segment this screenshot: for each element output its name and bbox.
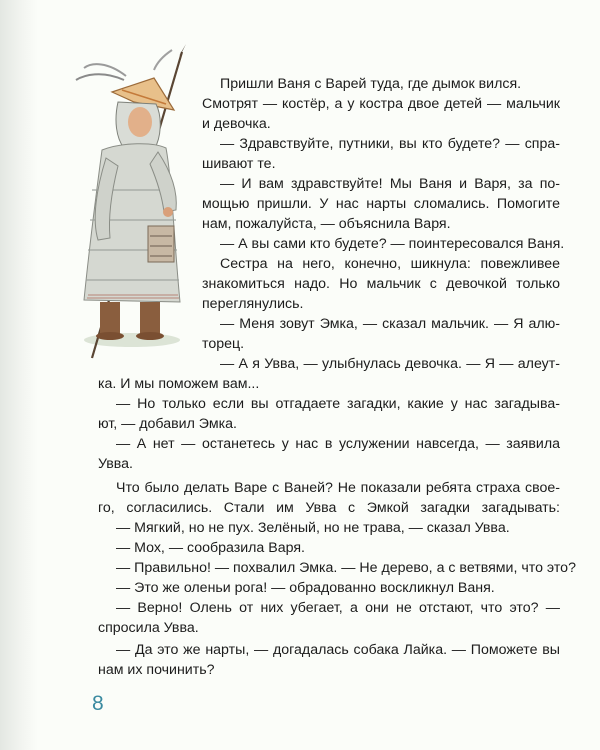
text-line: Сестра на него, конечно, шикнула: повежливее	[220, 256, 560, 272]
text-line: — Но только если вы отгадаете загадки, какие у нас загадыва-	[116, 396, 560, 412]
text-line: знакомиться надо. Но мальчик с девочкой только	[202, 276, 560, 292]
text-line: и девочка.	[202, 116, 271, 132]
text-line: — А я Увва, — улыбнулась девочка. — Я — алеут-	[220, 356, 560, 372]
text-line: — Да это же нарты, — догадалась собака Лайка. — Поможете вы	[116, 642, 560, 658]
text-line: торец.	[202, 336, 245, 352]
text-line: — Меня зовут Эмка, — сказал мальчик. — Я алю-	[220, 316, 560, 332]
text-line: — Верно! Олень от них убегает, а они не отстают, что это? —	[116, 600, 560, 616]
text-line: ют, — добавил Эмка.	[98, 416, 237, 432]
text-line: — Правильно! — похвалил Эмка. — Не дерево, а с ветвями, что это?	[116, 560, 576, 576]
text-line: спросила Увва.	[98, 620, 199, 636]
text-line: Что было делать Варе с Ваней? Не показали ребята страха свое-	[116, 480, 560, 496]
feather-3	[154, 50, 172, 70]
text-line: го, согласились. Стали им Увва с Эмкой загадки загадывать:	[98, 500, 560, 516]
text-line: мощью пришли. У нас нарты сломались. Помогите	[202, 196, 560, 212]
text-line: нам, пожалуйста, — объяснила Варя.	[202, 216, 451, 232]
text-line: ка. И мы поможем вам...	[98, 376, 260, 392]
face	[128, 107, 152, 137]
text-line: — Мох, — сообразила Варя.	[116, 540, 305, 556]
text-line: — Здравствуйте, путники, вы кто будете? — спра-	[220, 136, 560, 152]
text-line: Увва.	[98, 456, 133, 472]
page-gutter-shadow	[0, 0, 38, 750]
text-line: Пришли Ваня с Варей туда, где дымок вился.	[220, 76, 522, 92]
page-number: 8	[92, 692, 104, 715]
text-line: — Это же оленьи рога! — обрадованно воскликнул Ваня.	[116, 580, 495, 596]
hand	[163, 207, 173, 217]
text-line: — Мягкий, но не пух. Зелёный, но не трава, — сказал Увва.	[116, 520, 510, 536]
shoulder-bag	[148, 226, 174, 262]
text-line: нам их починить?	[98, 662, 215, 678]
text-line: — А вы сами кто будете? — поинтересовался Ваня.	[220, 236, 565, 252]
text-line: — И вам здравствуйте! Мы Ваня и Варя, за по-	[220, 176, 560, 192]
aleut-boy-illustration	[62, 40, 212, 370]
left-boot	[100, 302, 120, 334]
spear-tip	[179, 44, 186, 56]
text-line: шивают те.	[202, 156, 276, 172]
feather-1	[76, 74, 124, 80]
text-line: Смотрят — костёр, а у костра двое детей — мальчик	[202, 96, 560, 112]
text-line: — А нет — останетесь у нас в услужении навсегда, — заявила	[116, 436, 560, 452]
right-boot	[140, 302, 160, 334]
text-line: переглянулись.	[202, 296, 304, 312]
